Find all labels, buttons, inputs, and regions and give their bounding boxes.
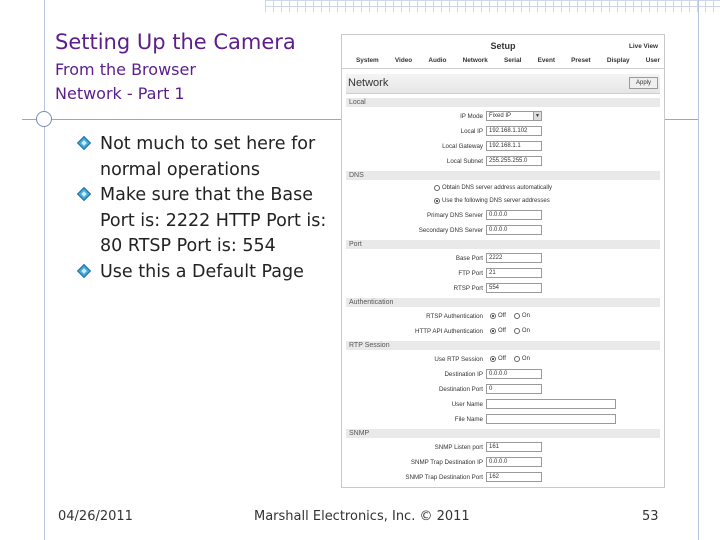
apply-button[interactable]: Apply xyxy=(629,77,658,89)
menu-user[interactable]: User xyxy=(645,57,660,64)
secondary-dns-row xyxy=(342,224,664,236)
diamond-bullet-icon xyxy=(77,136,91,150)
section-authentication: Authentication xyxy=(346,298,660,307)
footer-date: 04/26/2011 xyxy=(58,509,133,524)
user-name-row xyxy=(342,398,664,410)
menu-video[interactable]: Video xyxy=(394,57,413,64)
dest-ip-label: Destination IP xyxy=(444,370,483,378)
chevron-down-icon: ▼ xyxy=(533,112,541,120)
dest-port-input[interactable]: 0 xyxy=(486,384,542,394)
user-name-label: User Name xyxy=(451,400,483,408)
local-ip-input[interactable]: 192.168.1.102 xyxy=(486,126,542,136)
http-auth-on-radio[interactable] xyxy=(514,328,520,334)
rtsp-auth-off-radio[interactable] xyxy=(490,313,496,319)
gateway-label: Local Gateway xyxy=(442,142,483,150)
snmp-listen-row xyxy=(342,441,664,453)
subnet-label: Local Subnet xyxy=(446,157,483,165)
snmp-trap-ip-label: SNMP Trap Destination IP xyxy=(410,458,483,466)
setup-menu xyxy=(342,57,664,64)
menu-display[interactable]: Display xyxy=(606,57,630,64)
section-local: Local xyxy=(346,98,660,107)
dns-auto-label: Obtain DNS server address automatically xyxy=(442,184,553,191)
rtsp-auth-row xyxy=(342,310,664,322)
base-port-row xyxy=(342,252,664,264)
ip-mode-row xyxy=(342,110,664,122)
section-snmp: SNMP xyxy=(346,429,660,438)
subnet-input[interactable]: 255.255.255.0 xyxy=(486,156,542,166)
ftp-port-label: FTP Port xyxy=(458,269,483,277)
primary-dns-label: Primary DNS Server xyxy=(426,211,483,219)
ip-mode-label: IP Mode xyxy=(460,112,483,120)
ip-mode-select[interactable] xyxy=(486,111,542,121)
http-auth-label: HTTP API Authentication xyxy=(415,327,483,335)
bullet-text: Use this a Default Page xyxy=(100,261,304,282)
network-title: Network xyxy=(348,77,389,89)
dest-ip-row xyxy=(342,368,664,380)
diamond-bullet-icon xyxy=(77,263,91,277)
rtsp-auth-on-radio[interactable] xyxy=(514,313,520,319)
primary-dns-input[interactable]: 0.0.0.0 xyxy=(486,210,542,220)
snmp-trap-port-label: SNMP Trap Destination Port xyxy=(405,473,483,481)
network-header xyxy=(346,74,660,94)
rtsp-port-row xyxy=(342,282,664,294)
dns-auto-radio[interactable] xyxy=(434,185,440,191)
menu-preset[interactable]: Preset xyxy=(571,57,591,64)
dns-manual-radio[interactable] xyxy=(434,198,440,204)
section-rtp-session: RTP Session xyxy=(346,341,660,350)
use-rtp-label: Use RTP Session xyxy=(434,355,483,363)
bullet-item xyxy=(78,132,338,183)
right-rule xyxy=(698,0,699,540)
dns-manual-row xyxy=(342,195,664,206)
snmp-trap-ip-row xyxy=(342,456,664,468)
secondary-dns-label: Secondary DNS Server xyxy=(418,226,483,234)
menu-system[interactable]: System xyxy=(356,57,379,64)
slide-subtitle-2: Network - Part 1 xyxy=(55,84,185,103)
secondary-dns-input[interactable]: 0.0.0.0 xyxy=(486,225,542,235)
base-port-label: Base Port xyxy=(455,254,483,262)
user-name-input[interactable] xyxy=(486,399,616,409)
dns-manual-label: Use the following DNS server addresses xyxy=(442,197,550,204)
diamond-bullet-icon xyxy=(77,187,91,201)
footer-page-number: 53 xyxy=(642,509,659,524)
setup-header xyxy=(342,35,664,69)
gateway-row xyxy=(342,140,664,152)
base-port-input[interactable]: 2222 xyxy=(486,253,542,263)
local-ip-label: Local IP xyxy=(460,127,483,135)
dest-ip-input[interactable]: 0.0.0.0 xyxy=(486,369,542,379)
http-auth-row xyxy=(342,325,664,337)
ip-mode-value: Fixed IP xyxy=(489,113,512,119)
use-rtp-off-radio[interactable] xyxy=(490,356,496,362)
title-rule-circle xyxy=(36,111,52,127)
live-view-link[interactable]: Live View xyxy=(628,43,658,50)
use-rtp-off-label: Off xyxy=(498,356,506,362)
bullet-item xyxy=(78,183,338,260)
rtsp-port-input[interactable]: 554 xyxy=(486,283,542,293)
rtsp-auth-on-label: On xyxy=(521,313,530,319)
snmp-listen-input[interactable]: 161 xyxy=(486,442,542,452)
rtsp-auth-off-label: Off xyxy=(498,313,506,319)
use-rtp-row xyxy=(342,353,664,365)
header-grid-decoration xyxy=(265,0,720,12)
http-auth-off-label: Off xyxy=(498,328,506,334)
menu-audio[interactable]: Audio xyxy=(428,57,447,64)
setup-title: Setup xyxy=(490,41,516,51)
dns-auto-row xyxy=(342,182,664,193)
footer-copyright: Marshall Electronics, Inc. © 2011 xyxy=(254,509,470,524)
bullet-text: Make sure that the Base Port is: 2222 HTTP Port is: 80 RTSP Port is: 554 xyxy=(100,185,327,256)
local-ip-row xyxy=(342,125,664,137)
dest-port-label: Destination Port xyxy=(438,385,483,393)
section-port: Port xyxy=(346,240,660,249)
ftp-port-row xyxy=(342,267,664,279)
snmp-listen-label: SNMP Listen port xyxy=(434,443,483,451)
use-rtp-on-radio[interactable] xyxy=(514,356,520,362)
file-name-label: File Name xyxy=(454,415,483,423)
bullet-item xyxy=(78,260,338,286)
snmp-trap-port-input[interactable]: 162 xyxy=(486,472,542,482)
rtsp-auth-label: RTSP Authentication xyxy=(426,312,483,320)
file-name-row xyxy=(342,413,664,425)
camera-setup-screenshot xyxy=(341,34,665,488)
file-name-input[interactable] xyxy=(486,414,616,424)
primary-dns-row xyxy=(342,209,664,221)
bullet-list xyxy=(78,132,338,285)
slide-subtitle-1: From the Browser xyxy=(55,60,196,79)
http-auth-on-label: On xyxy=(521,328,530,334)
subnet-row xyxy=(342,155,664,167)
gateway-input[interactable]: 192.168.1.1 xyxy=(486,141,542,151)
ftp-port-input[interactable]: 21 xyxy=(486,268,542,278)
section-dns: DNS xyxy=(346,171,660,180)
snmp-trap-port-row xyxy=(342,471,664,483)
http-auth-off-radio[interactable] xyxy=(490,328,496,334)
rtsp-port-label: RTSP Port xyxy=(453,284,483,292)
menu-network[interactable]: Network xyxy=(462,57,488,64)
bullet-text: Not much to set here for normal operations xyxy=(100,134,316,180)
snmp-trap-ip-input[interactable]: 0.0.0.0 xyxy=(486,457,542,467)
left-rule xyxy=(44,0,45,540)
menu-event[interactable]: Event xyxy=(537,57,555,64)
dest-port-row xyxy=(342,383,664,395)
use-rtp-on-label: On xyxy=(521,356,530,362)
slide-title: Setting Up the Camera xyxy=(55,30,296,54)
menu-serial[interactable]: Serial xyxy=(504,57,522,64)
